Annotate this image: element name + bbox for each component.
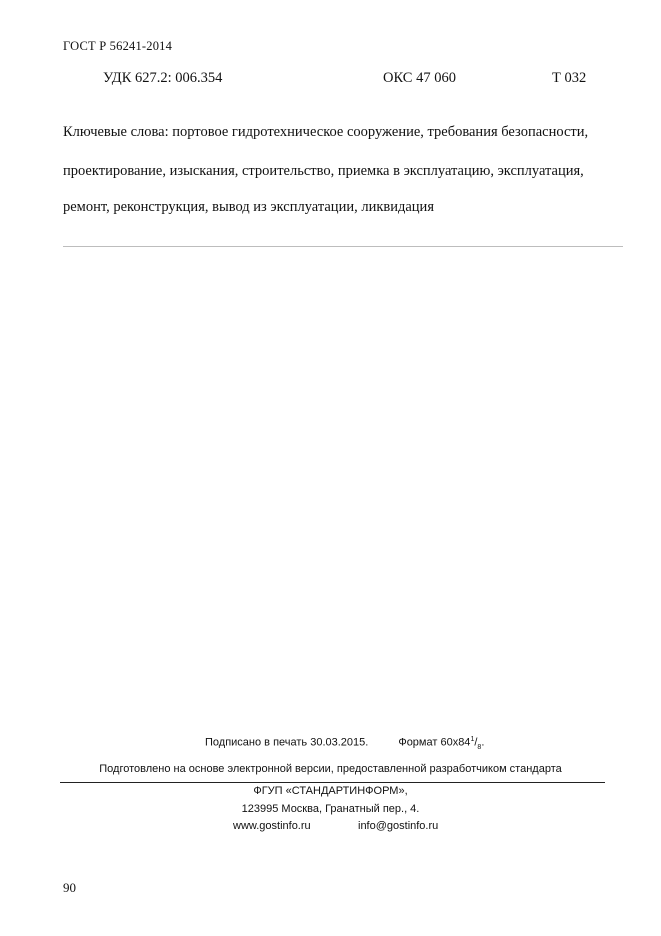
t-code: Т 032 xyxy=(552,70,587,86)
keywords-line: Ключевые слова: портовое гидротехническое сооружение, требования безопасности, xyxy=(63,124,589,140)
signed-date: Подписано в печать 30.03.2015. xyxy=(205,736,369,749)
standard-header: ГОСТ Р 56241-2014 xyxy=(63,39,173,53)
format-end: . xyxy=(481,736,485,749)
keywords-line: проектирование, изыскания, строительство, приемка в эксплуатацию, эксплуатация, xyxy=(63,163,584,179)
page-number: 90 xyxy=(63,880,76,895)
divider xyxy=(63,246,623,247)
oks-code: ОКС 47 060 xyxy=(383,70,456,86)
divider xyxy=(60,782,605,783)
publisher-name: ФГУП «СТАНДАРТИНФОРМ», xyxy=(253,785,408,797)
email-link[interactable]: info@gostinfo.ru xyxy=(358,820,439,832)
publisher-address: 123995 Москва, Гранатный пер., 4. xyxy=(241,803,420,815)
format-label: Формат 60x84 xyxy=(398,736,471,749)
udk-code: УДК 627.2: 006.354 xyxy=(103,70,223,86)
website-link[interactable]: www.gostinfo.ru xyxy=(233,820,311,832)
print-signed-line: Подписано в печать 30.03.2015. Формат $60x84^1/_8$. xyxy=(205,736,485,751)
keywords-line: ремонт, реконструкция, вывод из эксплуатации, ликвидация xyxy=(63,199,434,215)
format-numerator: 1 xyxy=(470,736,475,743)
prepared-note: Подготовлено на основе электронной версии, предоставленной разработчиком стандарта xyxy=(99,763,562,775)
format-denominator: 8 xyxy=(477,743,482,751)
